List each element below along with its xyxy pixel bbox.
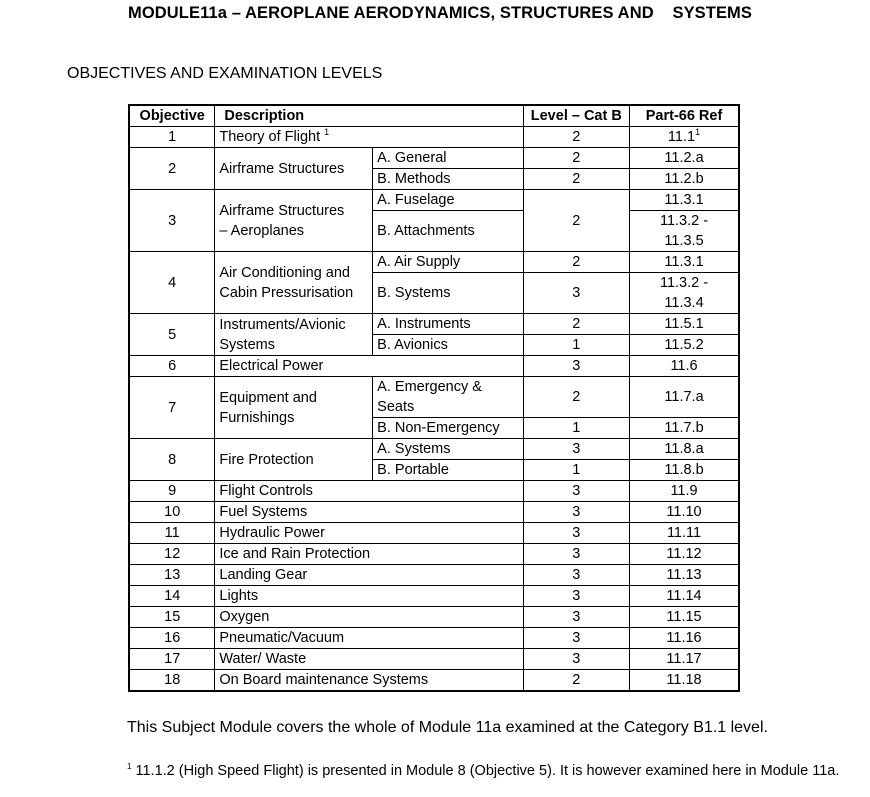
table-row [129,544,739,565]
level: 2 [523,314,629,335]
table-row [129,148,739,169]
level: 3 [523,523,629,544]
objective-number: 15 [129,607,215,628]
level: 2 [523,190,629,252]
level: 3 [523,649,629,670]
level: 3 [523,356,629,377]
objective-number: 18 [129,670,215,692]
sub-line: A. Emergency & [377,379,482,395]
level: 2 [523,169,629,190]
table-row [129,607,739,628]
description-line: Air Conditioning and [219,264,350,281]
table-row [129,127,739,148]
level: 3 [523,586,629,607]
part66-ref: 11.15 [630,607,739,628]
sub-description: A. Instruments [373,314,523,335]
part66-ref: 11.11 [630,523,739,544]
objective-description: Oxygen [215,607,523,628]
description-line: Cabin Pressurisation [219,284,354,301]
level: 2 [523,377,629,418]
ref-text: 11.1 [667,129,696,145]
description-line: Systems [219,336,275,353]
table-row [129,314,739,335]
table-header-row [129,105,739,127]
sub-description: B. Portable [373,460,523,481]
objective-description: Flight Controls [215,481,523,502]
objective-number: 13 [129,565,215,586]
sub-description: A. General [373,148,523,169]
objective-number: 8 [129,439,215,481]
objective-description [215,252,373,314]
description-text: Theory of Flight [219,129,321,145]
level: 3 [523,607,629,628]
objective-description [215,314,373,356]
objective-number: 14 [129,586,215,607]
objective-number: 10 [129,502,215,523]
level: 3 [523,502,629,523]
sub-description: B. Attachments [373,211,523,252]
table-row [129,252,739,273]
part66-ref: 11.12 [630,544,739,565]
objective-description: Lights [215,586,523,607]
table-row [129,481,739,502]
level: 3 [523,481,629,502]
objective-description [215,190,373,252]
objective-description: Electrical Power [215,356,523,377]
header-ref: Part-66 Ref [630,105,739,127]
objective-number: 3 [129,190,215,252]
table-row [129,190,739,211]
objective-number: 4 [129,252,215,314]
header-objective: Objective [129,105,215,127]
sub-description: A. Fuselage [373,190,523,211]
part66-ref: 11.10 [630,502,739,523]
description-line: Furnishings [219,409,295,426]
part66-ref: 11.5.1 [630,314,739,335]
sub-description: B. Systems [373,273,523,314]
objective-number: 12 [129,544,215,565]
part66-ref: 11.3.1 [630,252,739,273]
part66-ref [630,127,739,148]
objectives-table [128,104,740,692]
footnote-ref: 1 [324,127,330,138]
ref-line: 11.3.2 - [659,275,709,291]
level: 1 [523,418,629,439]
objective-description: Fuel Systems [215,502,523,523]
description-line: Instruments/Avionic [219,316,346,333]
part66-ref: 11.8.a [630,439,739,460]
table-row [129,586,739,607]
module-title: MODULE11a – AEROPLANE AERODYNAMICS, STRUCTURES AND SYSTEMS [128,4,753,22]
part66-ref: 11.7.a [630,377,739,418]
level: 1 [523,460,629,481]
objective-number: 17 [129,649,215,670]
sub-description [373,377,523,418]
description-line: Equipment and [219,389,317,406]
table-row [129,523,739,544]
table-row [129,670,739,692]
objective-description: Hydraulic Power [215,523,523,544]
table-row [129,649,739,670]
objective-description: Pneumatic/Vacuum [215,628,523,649]
header-description: Description [215,105,523,127]
ref-line: 11.3.5 [664,233,704,249]
table-row [129,565,739,586]
part66-ref: 11.6 [630,356,739,377]
table-row [129,356,739,377]
objective-number: 9 [129,481,215,502]
sub-line: Seats [377,399,415,415]
objective-description: On Board maintenance Systems [215,670,523,692]
part66-ref [630,211,739,252]
part66-ref: 11.9 [630,481,739,502]
description-line: Airframe Structures [219,202,345,219]
ref-line: 11.3.4 [664,295,704,311]
table-row [129,502,739,523]
part66-ref: 11.5.2 [630,335,739,356]
part66-ref [630,273,739,314]
part66-ref: 11.8.b [630,460,739,481]
module-coverage-note: This Subject Module covers the whole of Module 11a examined at the Category B1.1 level. [127,719,768,736]
sub-description: A. Systems [373,439,523,460]
part66-ref: 11.17 [630,649,739,670]
ref-line: 11.3.2 - [659,213,709,229]
level: 3 [523,273,629,314]
sub-description: B. Methods [373,169,523,190]
sub-description: B. Avionics [373,335,523,356]
objective-description: Ice and Rain Protection [215,544,523,565]
section-heading: OBJECTIVES AND EXAMINATION LEVELS [67,65,383,82]
level: 3 [523,628,629,649]
part66-ref: 11.13 [630,565,739,586]
objective-description [215,127,523,148]
level: 2 [523,670,629,692]
objective-number: 5 [129,314,215,356]
objective-description: Airframe Structures [215,148,373,190]
objective-description: Landing Gear [215,565,523,586]
footnote-marker: 1 [127,762,132,772]
level: 3 [523,439,629,460]
level: 2 [523,148,629,169]
objective-number: 11 [129,523,215,544]
description-line: – Aeroplanes [219,222,305,239]
part66-ref: 11.3.1 [630,190,739,211]
part66-ref: 11.14 [630,586,739,607]
table-row [129,628,739,649]
objective-number: 1 [129,127,215,148]
sub-description: B. Non-Emergency [373,418,523,439]
part66-ref: 11.2.b [630,169,739,190]
footnote [127,761,857,781]
sub-description: A. Air Supply [373,252,523,273]
table-row [129,439,739,460]
level: 3 [523,565,629,586]
table-row [129,377,739,418]
level: 1 [523,335,629,356]
footnote-text: 11.1.2 (High Speed Flight) is presented in Module 8 (Objective 5). It is however examined here in Module 11a. [131,763,840,779]
objective-description: Fire Protection [215,439,373,481]
objective-number: 7 [129,377,215,439]
objective-number: 16 [129,628,215,649]
part66-ref: 11.16 [630,628,739,649]
part66-ref: 11.18 [630,670,739,692]
objective-description: Water/ Waste [215,649,523,670]
part66-ref: 11.2.a [630,148,739,169]
level: 3 [523,544,629,565]
level: 2 [523,127,629,148]
objective-number: 2 [129,148,215,190]
part66-ref: 11.7.b [630,418,739,439]
footnote-ref: 1 [695,127,701,138]
objective-number: 6 [129,356,215,377]
objective-description [215,377,373,439]
level: 2 [523,252,629,273]
header-level: Level – Cat B [523,105,629,127]
